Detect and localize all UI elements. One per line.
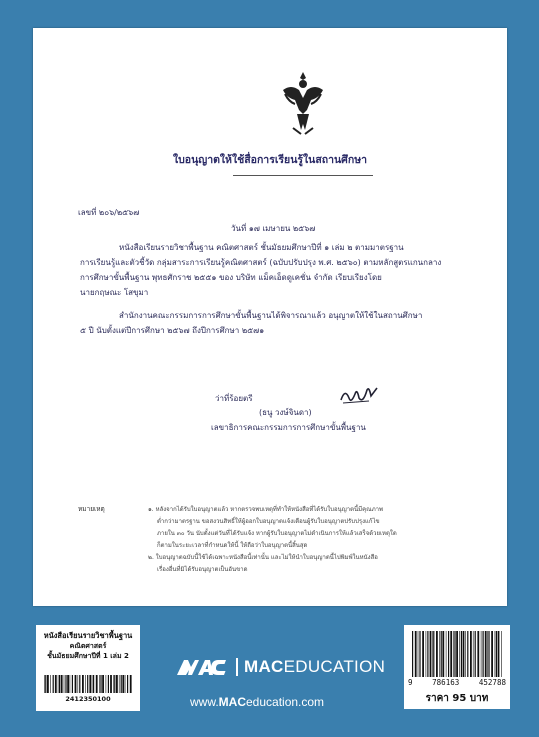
garuda-emblem-icon — [279, 68, 327, 138]
note-line: ๑. หลังจากได้รับใบอนุญาตแล้ว หากตรวจพบเหตุที่ทำให้หนังสือที่ได้รับใบอนุญาตนี้มีคุณภาพ — [148, 506, 383, 513]
label-barcode — [44, 675, 132, 693]
paragraph1-line: หนังสือเรียนรายวิชาพื้นฐาน คณิตศาสตร์ ชั้นมัธยมศึกษาปีที่ ๑ เล่ม ๒ ตามมาตรฐาน — [119, 243, 404, 252]
brand-name-bold: MAC — [244, 657, 284, 676]
brand-name-rest: EDUCATION — [283, 657, 386, 676]
isbn-barcode — [412, 631, 502, 677]
mac-logo-icon — [176, 658, 228, 676]
signer-title: เลขาธิการคณะกรรมการการศึกษาขั้นพื้นฐาน — [211, 423, 366, 432]
letter-date: วันที่ ๑๗ เมษายน ๒๕๖๗ — [231, 224, 316, 233]
signature-prefix: ว่าที่ร้อยตรี — [215, 394, 253, 403]
book-label — [36, 625, 140, 711]
isbn-number — [408, 678, 506, 687]
paragraph1-line: การศึกษาขั้นพื้นฐาน พุทธศักราช ๒๕๕๑ ของ บริษัท แม็คเอ็ดดูเคชั่น จำกัด เรียบเรียงโดย — [80, 273, 382, 282]
signer-name: (ธนู วงษ์จินดา) — [259, 408, 312, 417]
isbn-left: 786163 — [432, 678, 460, 687]
label-line2: คณิตศาสตร์ — [69, 642, 107, 650]
label-line3: ชั้นมัธยมศึกษาปีที่ 1 เล่ม 2 — [47, 652, 129, 660]
paragraph1-line: การเรียนรู้และตัวชี้วัด กลุ่มสาระการเรียนรู้คณิตศาสตร์ (ฉบับปรับปรุง พ.ศ. ๒๕๖๐) ตามหลักสูตรแกนกลาง — [80, 258, 442, 267]
letter-number: เลขที่ ๒๐๖/๒๕๖๗ — [78, 208, 140, 217]
permission-letter — [33, 28, 507, 606]
note-line: ต่ำกว่ามาตรฐาน ขอสงวนสิทธิ์ให้ผู้ออกใบอนุญาตแจ้งเตือนผู้รับใบอนุญาตปรับปรุงแก้ไข — [157, 518, 380, 525]
paragraph2-line: ๕ ปี นับตั้งแต่ปีการศึกษา ๒๕๖๗ ถึงปีการศึกษา ๒๕๗๑ — [80, 326, 265, 335]
label-code: 2412350100 — [65, 695, 111, 703]
website-bold: MAC — [218, 695, 246, 709]
notes-label: หมายเหตุ — [78, 505, 105, 513]
paragraph1-line: นายกฤษณะ โสขุมา — [80, 288, 149, 297]
letter-title: ใบอนุญาตให้ใช้สื่อการเรียนรู้ในสถานศึกษา — [172, 154, 368, 166]
brand-name — [244, 657, 385, 677]
note-line: ก็ตามในระยะเวลาที่กำหนดให้นี้ ให้ถือว่าใบอนุญาตนี้สิ้นสุด — [157, 542, 308, 549]
label-line1: หนังสือเรียนรายวิชาพื้นฐาน — [43, 631, 133, 640]
paragraph2-line: สำนักงานคณะกรรมการการศึกษาขั้นพื้นฐานได้พิจารณาแล้ว อนุญาตให้ใช้ในสถานศึกษา — [119, 311, 423, 320]
isbn-barcode-box — [404, 625, 510, 709]
brand-separator — [236, 658, 238, 676]
brand-logo — [176, 656, 385, 678]
isbn-prefix: 9 — [408, 678, 413, 687]
note-line: เรื่องอื่นที่มิได้รับอนุญาตเป็นอันขาด — [157, 566, 248, 573]
note-line: ภายใน ๓๐ วัน นับตั้งแต่วันที่ได้รับแจ้ง หากผู้รับใบอนุญาตไม่ดำเนินการให้แล้วเสร็จด้วยเหตุใด — [157, 530, 397, 537]
price: ราคา 95 บาท — [425, 693, 489, 704]
website-link[interactable] — [190, 695, 324, 709]
note-line: ๒. ใบอนุญาตฉบับนี้ใช้ได้เฉพาะหนังสือนี้เท่านั้น และไม่ให้นำใบอนุญาตนี้ไปพิมพ์ในหนังสือ — [148, 554, 378, 561]
website-post: education.com — [246, 695, 325, 709]
handwritten-signature — [339, 384, 379, 406]
isbn-right: 452788 — [478, 678, 506, 687]
website-pre: www. — [190, 695, 219, 709]
title-underline — [233, 175, 373, 176]
